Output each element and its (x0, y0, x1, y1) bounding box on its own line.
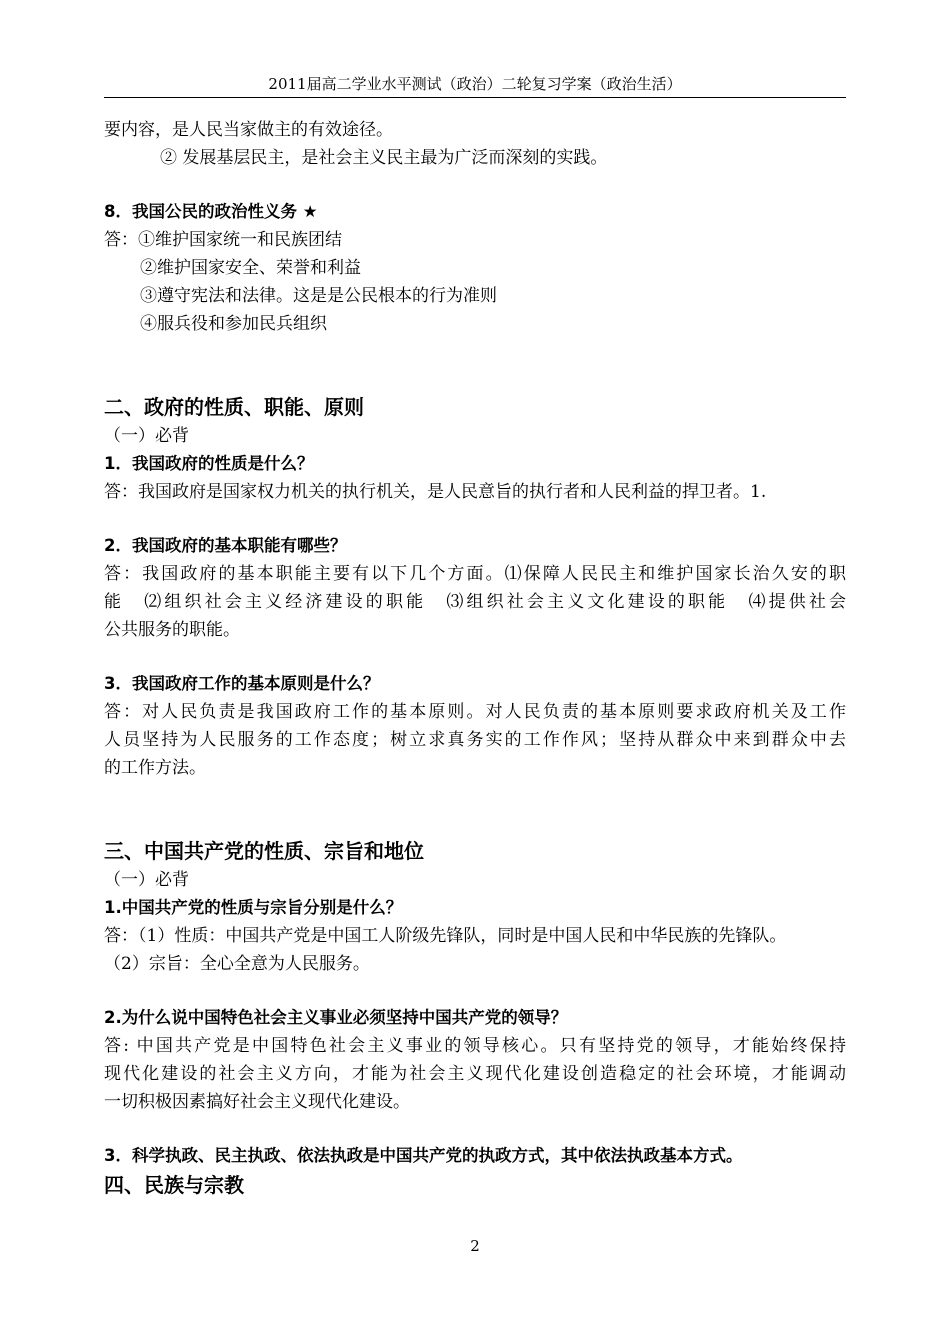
section-2-question-2: 2．我国政府的基本职能有哪些？ (104, 536, 347, 555)
page-header: 2011届高二学业水平测试（政治）二轮复习学案（政治生活） (268, 75, 682, 93)
section-3-answer-1-line-2: （2）宗旨：全心全意为人民服务。 (104, 954, 370, 974)
question-8-answer-4: ④服兵役和参加民兵组织 (140, 314, 327, 334)
question-8-answer-1: 答：①维护国家统一和民族团结 (104, 230, 342, 250)
section-2-answer-1: 答：我国政府是国家权力机关的执行机关，是人民意旨的执行者和人民利益的捍卫者。1. (104, 482, 767, 502)
section-3-answer-2-line-3: 一切积极因素搞好社会主义现代化建设。 (104, 1092, 410, 1112)
section-2-answer-2-line-2: 能 ⑵组织社会主义经济建设的职能 ⑶组织社会主义文化建设的职能 ⑷提供社会 (104, 592, 846, 612)
section-2-answer-3-line-3: 的工作方法。 (104, 758, 206, 778)
section-2-answer-3-line-2: 人员坚持为人民服务的工作态度；树立求真务实的工作作风；坚持从群众中来到群众中去 (104, 730, 846, 750)
spacer (104, 172, 846, 198)
section-3-question-3: 3．科学执政、民主执政、依法执政是中国共产党的执政方式，其中依法执政基本方式。 (104, 1146, 743, 1165)
section-2-answer-2-line-1: 答：我国政府的基本职能主要有以下几个方面。⑴保障人民民主和维护国家长治久安的职 (104, 564, 846, 584)
question-8-answer-2: ②维护国家安全、荣誉和利益 (140, 258, 361, 278)
page-number: 2 (470, 1237, 480, 1255)
section-2-heading: 二、政府的性质、职能、原则 (104, 395, 364, 419)
section-2-question-3: 3．我国政府工作的基本原则是什么？ (104, 674, 380, 693)
section-3-question-2: 2.为什么说中国特色社会主义事业必须坚持中国共产党的领导？ (104, 1008, 568, 1027)
section-3-answer-1-line-1: 答：（1）性质：中国共产党是中国工人阶级先锋队，同时是中国人民和中华民族的先锋队。 (104, 926, 787, 946)
section-2-answer-2-line-3: 公共服务的职能。 (104, 620, 240, 640)
spacer (104, 782, 846, 836)
spacer (104, 644, 846, 670)
section-2-answer-3-line-1: 答：对人民负责是我国政府工作的基本原则。对人民负责的基本原则要求政府机关及工作 (104, 702, 846, 722)
section-4-heading: 四、民族与宗教 (104, 1173, 244, 1197)
question-8-title: 8．我国公民的政治性义务 ★ (104, 202, 318, 221)
intro-line-2: ② 发展基层民主，是社会主义民主最为广泛而深刻的实践。 (160, 148, 608, 168)
section-3-question-1: 1.中国共产党的性质与宗旨分别是什么？ (104, 898, 403, 917)
intro-line-1: 要内容，是人民当家做主的有效途径。 (104, 120, 393, 140)
section-2-question-1: 1．我国政府的性质是什么？ (104, 454, 314, 473)
section-3-subheading: （一）必背 (104, 870, 189, 890)
section-3-answer-2-line-1: 答: 中国共产党是中国特色社会主义事业的领导核心。只有坚持党的领导，才能始终保持 (104, 1036, 846, 1056)
document-body (104, 116, 846, 1200)
section-3-heading: 三、中国共产党的性质、宗旨和地位 (104, 839, 424, 863)
spacer (104, 506, 846, 532)
question-8-answer-3: ③遵守宪法和法律。这是是公民根本的行为准则 (140, 286, 497, 306)
spacer (104, 338, 846, 392)
section-3-answer-2-line-2: 现代化建设的社会主义方向，才能为社会主义现代化建设创造稳定的社会环境，才能调动 (104, 1064, 846, 1084)
header-rule (104, 97, 846, 98)
spacer (104, 978, 846, 1004)
section-2-subheading: （一）必背 (104, 426, 189, 446)
spacer (104, 1116, 846, 1142)
